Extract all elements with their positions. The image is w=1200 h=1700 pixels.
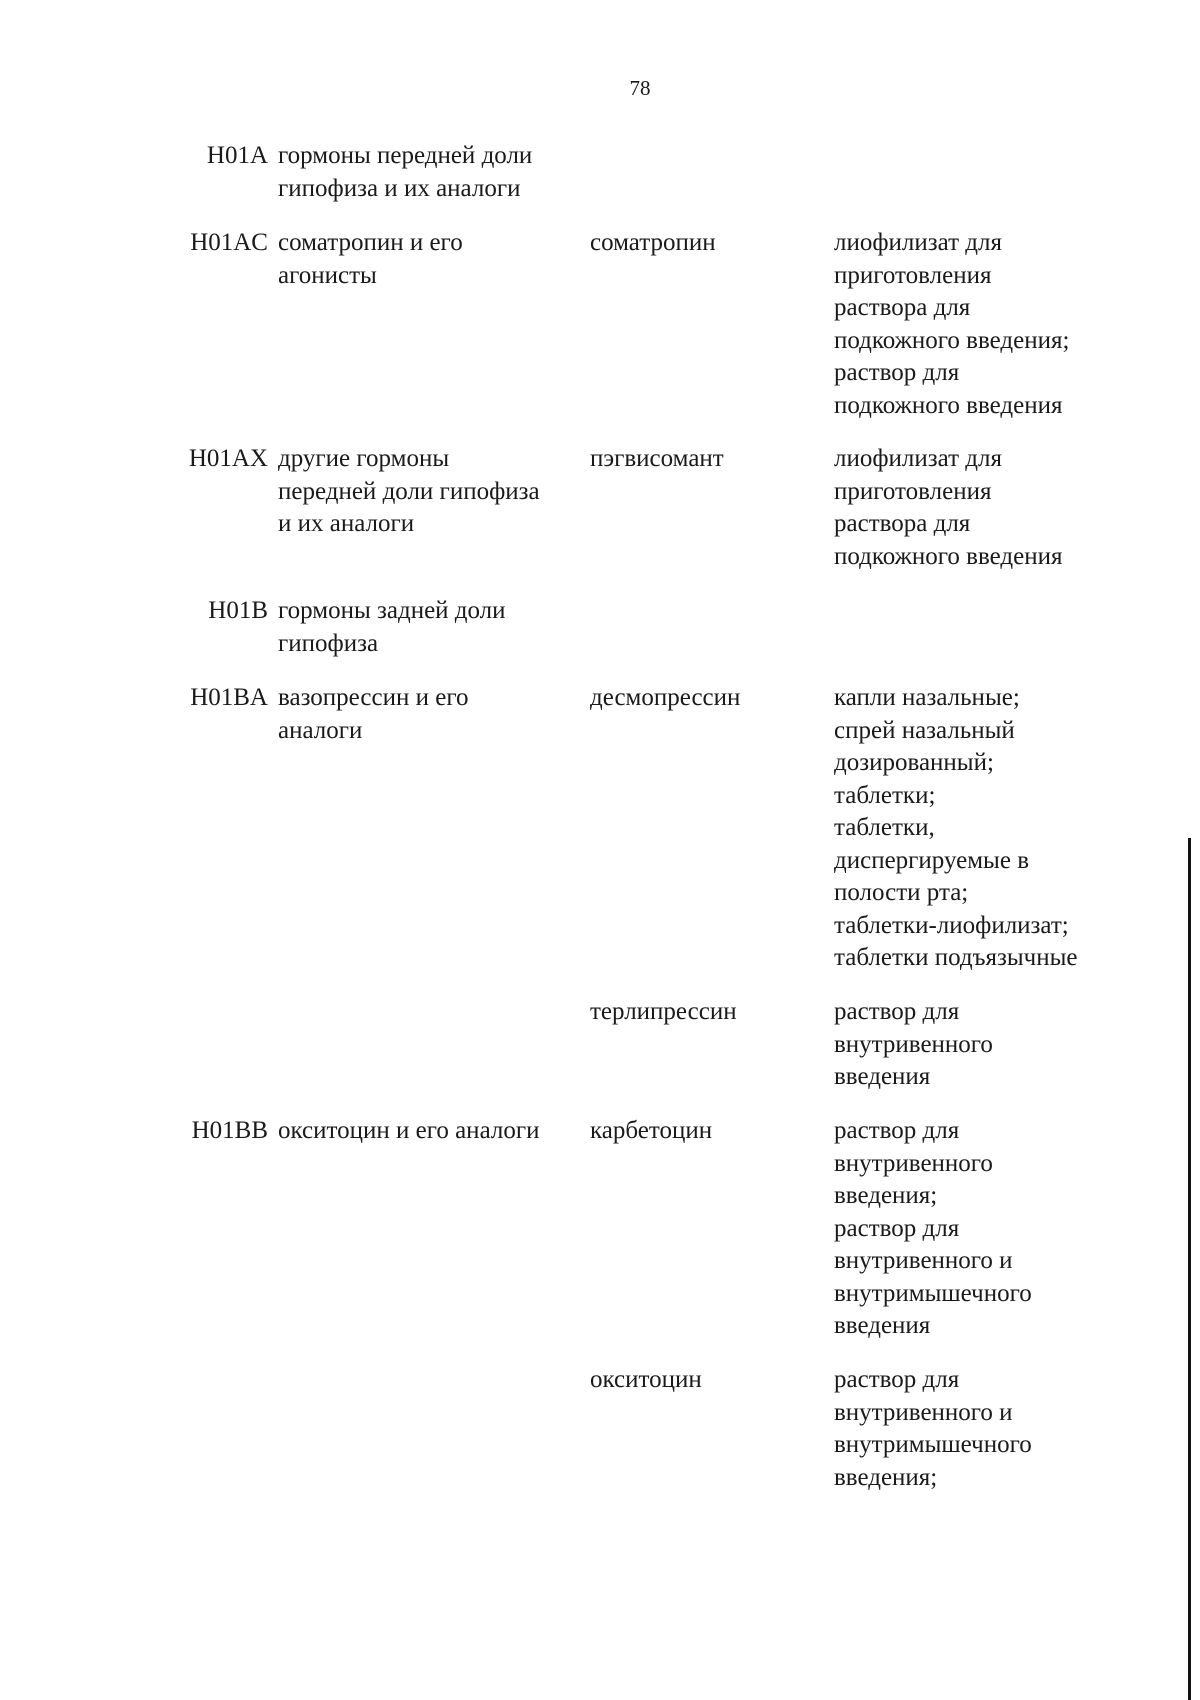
drug-name: пэгвисомант	[590, 445, 724, 472]
dosage-forms: лиофилизат для приготовления раствора для подкожного введения	[834, 445, 1063, 570]
page-number: 78	[629, 76, 651, 100]
atc-group-name: соматропин и его агонисты	[278, 229, 463, 289]
atc-group-name: гормоны задней доли гипофиза	[278, 597, 506, 657]
atc-group-name: окситоцин и его аналоги	[278, 1117, 540, 1144]
atc-code: H01A	[206, 142, 268, 169]
dosage-forms: раствор для внутривенного введения	[834, 998, 993, 1090]
atc-group-name: вазопрессин и его аналоги	[278, 684, 469, 744]
atc-code: H01AC	[190, 229, 268, 256]
atc-code: H01BB	[191, 1117, 268, 1144]
scan-edge-line	[1188, 838, 1191, 1700]
atc-group-name: гормоны передней доли гипофиза и их аналоги	[278, 142, 533, 202]
dosage-forms: раствор для внутривенного введения; раствор для внутривенного и внутримышечного введения	[834, 1117, 1032, 1339]
drug-name: терлипрессин	[590, 998, 737, 1025]
drug-name: десмопрессин	[590, 684, 741, 711]
drug-name: соматропин	[590, 229, 716, 256]
atc-group-name: другие гормоны передней доли гипофиза и их аналоги	[278, 445, 540, 537]
dosage-forms: лиофилизат для приготовления раствора для подкожного введения; раствор для подкожного введения	[834, 229, 1070, 419]
atc-code: H01B	[208, 597, 268, 624]
drug-name: карбетоцин	[590, 1117, 713, 1144]
dosage-forms: капли назальные; спрей назальный дозированный; таблетки; таблетки, диспергируемые в полости рта; таблетки-лиофилизат; таблетки подъязычные	[834, 684, 1078, 971]
atc-code: H01BA	[190, 684, 268, 711]
drug-name: окситоцин	[590, 1366, 702, 1393]
dosage-forms: раствор для внутривенного и внутримышечного введения;	[834, 1366, 1032, 1491]
atc-code: H01AX	[188, 445, 268, 472]
